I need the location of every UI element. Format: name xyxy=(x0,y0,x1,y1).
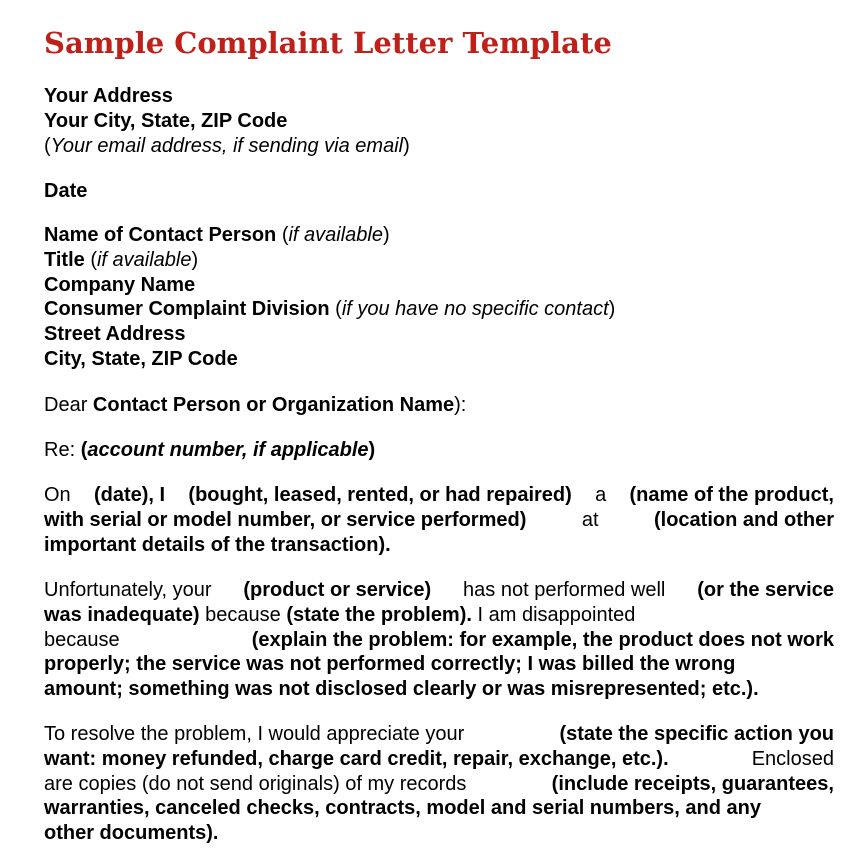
recipient-company: Company Name xyxy=(44,273,196,296)
sender-email-line: (Your email address, if sending via email) xyxy=(44,134,410,157)
recipient-street: Street Address xyxy=(44,323,186,346)
sender-city-state-zip: Your City, State, ZIP Code xyxy=(44,109,288,132)
paragraph-purchase: On (date), I (bought, leased, rented, or had repaired) a (name of the product, with serial or model number, or service performed) at (location and other important details of the transaction). xyxy=(44,484,834,556)
letter-date: Date xyxy=(44,180,88,202)
paragraph-resolution: To resolve the problem, I would appreciate your (state the specific action you want: money refunded, charge card credit, repair, exchange, etc.). Enclosed are copies (do not send originals) of my records (include receipts, guarantees, warranties, canceled checks, contracts, model and serial numbers, and any other documents). xyxy=(44,723,834,845)
recipient-contact-line: Name of Contact Person (if available) xyxy=(44,224,390,246)
recipient-title-line: Title (if available) xyxy=(44,248,199,271)
date-block xyxy=(44,179,834,204)
page-title: Sample Complaint Letter Template xyxy=(44,26,612,60)
recipient-division-line: Consumer Complaint Division (if you have no specific contact) xyxy=(44,298,616,321)
sender-email: Your email address, if sending via email xyxy=(50,134,404,157)
recipient-address-block xyxy=(44,223,834,372)
sender-address-block xyxy=(44,84,834,158)
sender-address: Your Address xyxy=(44,85,173,107)
paragraph-problem: Unfortunately, your (product or service) has not performed well (or the service was inadequate) because (state the problem). I am disappointed because (explain the problem: for example, the product does not work properly; the service was not performed correctly; I was billed the wrong amount; something was not disclosed clearly or was misrepresented; etc.). xyxy=(44,579,834,701)
salutation: Dear Contact Person or Organization Name): xyxy=(44,394,467,416)
reference-line: Re: (account number, if applicable) xyxy=(44,439,376,461)
recipient-city-state-zip: City, State, ZIP Code xyxy=(44,347,238,370)
